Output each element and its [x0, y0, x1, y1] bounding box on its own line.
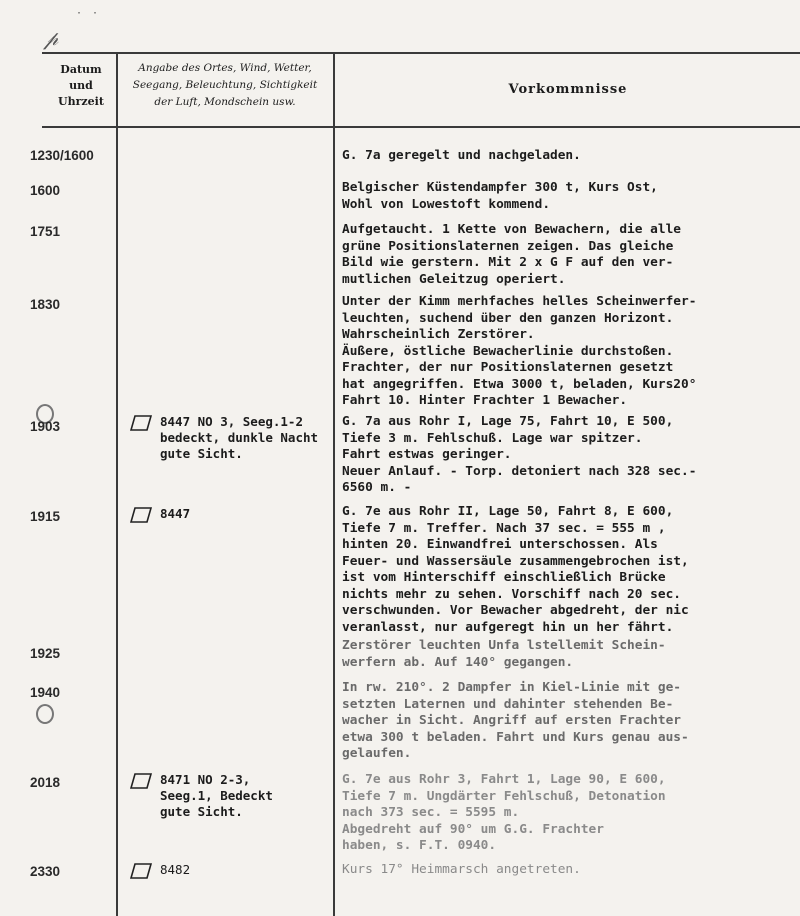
event-line: leuchten, suchend über den ganzen Horizont. — [342, 310, 674, 326]
event-line: ist vom Hinterschiff einschließlich Brücke — [342, 570, 666, 585]
event-line: G. 7a aus Rohr I, Lage 75, Fahrt 10, E 500, — [342, 414, 674, 429]
event-line: mutlichen Geleitzug operiert. — [342, 271, 566, 287]
header-ort-line: Seegang, Beleuchtung, Sichtigkeit — [132, 79, 318, 91]
entry-events — [342, 148, 798, 165]
event-line: Tiefe 3 m. Fehlschuß. Lage war spitzer. — [342, 430, 643, 446]
event-line: Fahrt 10. Hinter Frachter 1 Bewacher. — [342, 393, 628, 408]
entry-events — [342, 180, 798, 213]
entry-time: 1915 — [30, 509, 61, 524]
entry-time: 1925 — [30, 646, 61, 661]
entry-events — [342, 222, 798, 288]
header-datum-line: Uhrzeit — [58, 95, 104, 108]
event-line: werfern ab. Auf 140° gegangen. — [342, 654, 574, 670]
event-line: nach 373 sec. = 5595 m. — [342, 805, 520, 820]
entry-events — [342, 294, 798, 410]
event-line: etwa 300 t beladen. Fahrt und Kurs genau aus- — [342, 729, 689, 745]
quadrant-icon — [130, 507, 152, 523]
column-divider-1 — [116, 52, 118, 916]
event-line: Wohl von Lowestoft kommend. — [342, 196, 551, 212]
entry-place — [130, 862, 330, 879]
event-line: Feuer- und Wassersäule zusammengebrochen ist, — [342, 553, 689, 569]
event-line: wacher in Sicht. Angriff auf ersten Frachter — [342, 713, 681, 728]
event-line: gelaufen. — [342, 746, 412, 761]
entry-time: 1830 — [30, 297, 61, 312]
event-line: Tiefe 7 m. Ungdärter Fehlschuß, Detonation — [342, 788, 666, 804]
header-datum-line: Datum — [60, 63, 102, 76]
event-line: Äußere, östliche Bewacherlinie durchstoßen. — [342, 343, 674, 359]
place-line: 8447 NO 3, Seeg.1-2 — [160, 414, 303, 429]
event-line: G. 7a geregelt und nachgeladen. — [342, 148, 581, 163]
pencil-circle-mark — [36, 704, 54, 724]
place-line: gute Sicht. — [160, 804, 243, 819]
entry-events — [342, 504, 798, 636]
event-line: grüne Positionslaternen zeigen. Das gleiche — [342, 238, 674, 254]
top-rule — [42, 52, 800, 54]
event-line: G. 7e aus Rohr II, Lage 50, Fahrt 8, E 600, — [342, 504, 674, 519]
quadrant-icon — [130, 773, 152, 789]
event-line: G. 7e aus Rohr 3, Fahrt 1, Lage 90, E 600, — [342, 772, 666, 787]
entry-events — [342, 680, 798, 763]
event-line: Kurs 17° Heimmarsch angetreten. — [342, 862, 581, 877]
entry-time: 1903 — [30, 419, 61, 434]
event-line: Unter der Kimm merhfaches helles Scheinwerfer- — [342, 294, 697, 309]
entry-place — [130, 414, 330, 462]
entry-place — [130, 506, 330, 523]
quadrant-icon — [130, 863, 152, 879]
header-vorkommnisse: Vorkommnisse — [508, 82, 628, 97]
entry-events — [342, 638, 798, 671]
event-line: Fahrt estwas geringer. — [342, 447, 512, 462]
event-line: Belgischer Küstendampfer 300 t, Kurs Ost, — [342, 180, 658, 195]
event-line: verschwunden. Vor Bewacher abgedreht, der nic — [342, 603, 689, 618]
place-line: bedeckt, dunkle Nacht — [160, 430, 319, 445]
entry-time: 2330 — [30, 864, 61, 879]
event-line: Neuer Anlauf. - Torp. detoniert nach 328 sec.- — [342, 463, 697, 479]
header-ort — [118, 60, 332, 111]
event-line: hinten 20. Einwandfrei unterschossen. Als — [342, 537, 658, 552]
column-divider-2 — [333, 52, 335, 916]
entry-events — [342, 414, 798, 497]
place-text — [160, 862, 190, 879]
entry-time: 1751 — [30, 224, 61, 239]
event-line: Abgedreht auf 90° um G.G. Frachter — [342, 821, 604, 837]
place-line: 8471 NO 2-3, — [160, 772, 251, 787]
entry-time: 2018 — [30, 775, 61, 790]
entry-time: 1230/1600 — [30, 148, 94, 163]
header-ort-line: Angabe des Ortes, Wind, Wetter, — [138, 62, 312, 74]
event-line: Wahrscheinlich Zerstörer. — [342, 327, 535, 342]
place-line: gute Sicht. — [160, 446, 243, 461]
entry-time: 1940 — [30, 685, 61, 700]
header-datum-line: und — [69, 79, 93, 92]
event-line: Bild wie gerstern. Mit 2 x G F auf den ver- — [342, 255, 674, 270]
corner-pencil-mark: 𝓅 — [44, 26, 59, 50]
place-line: Seeg.1, Bedeckt — [160, 788, 273, 803]
entry-time: 1600 — [30, 183, 61, 198]
place-line: 8482 — [160, 862, 191, 877]
event-line: In rw. 210°. 2 Dampfer in Kiel-Linie mit ge- — [342, 680, 681, 695]
event-line: hat angegriffen. Etwa 3000 t, beladen, Kurs20° — [342, 376, 697, 392]
event-line: Frachter, der nur Positionslaternen gesetzt — [342, 360, 674, 375]
header-datum — [46, 62, 116, 110]
event-line: veranlasst, nur aufgeregt hin un her fährt. — [342, 619, 674, 635]
entry-events — [342, 772, 798, 855]
header-ort-line: der Luft, Mondschein usw. — [154, 96, 296, 108]
entry-place — [130, 772, 330, 820]
place-line: 8447 — [160, 506, 191, 521]
event-line: 6560 m. - — [342, 480, 412, 495]
place-text — [160, 506, 190, 523]
place-text — [160, 414, 318, 462]
event-line: Zerstörer leuchten Unfa lstellemit Schein- — [342, 638, 666, 653]
event-line: setzten Laternen und dahinter stehenden Be- — [342, 696, 674, 712]
event-line: haben, s. F.T. 0940. — [342, 838, 497, 853]
punch-marks: · · — [76, 8, 101, 19]
place-text — [160, 772, 273, 820]
event-line: Aufgetaucht. 1 Kette von Bewachern, die alle — [342, 222, 681, 237]
entry-events — [342, 862, 798, 879]
event-line: nichts mehr zu sehen. Vorschiff nach 20 sec. — [342, 586, 681, 602]
quadrant-icon — [130, 415, 152, 431]
event-line: Tiefe 7 m. Treffer. Nach 37 sec. = 555 m , — [342, 520, 666, 536]
header-rule — [42, 126, 800, 128]
